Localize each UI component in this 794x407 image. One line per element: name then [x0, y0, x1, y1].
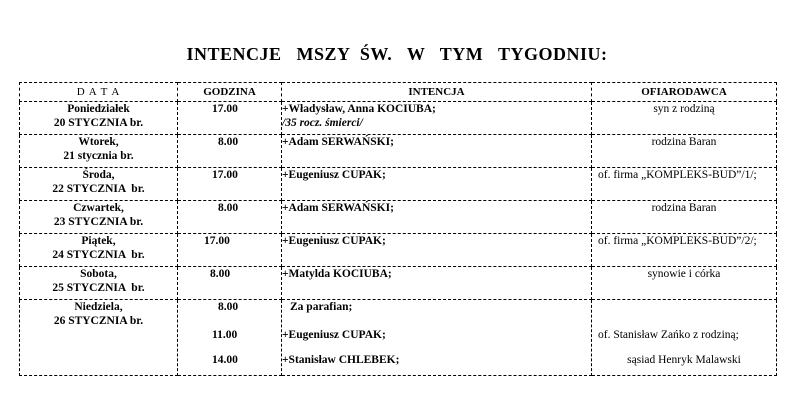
intention-cell — [282, 267, 592, 300]
donor: syn z rodziną — [653, 103, 715, 115]
table-row — [20, 135, 777, 168]
day-date: 22 STYCZNIA br. — [52, 183, 145, 195]
intention: +Eugeniusz CUPAK; — [282, 329, 386, 341]
day-cell — [20, 168, 178, 201]
hour: 14.00 — [212, 354, 238, 366]
donor-cell — [592, 300, 777, 376]
intention-cell — [282, 300, 592, 376]
hour-cell — [178, 102, 282, 135]
page-title: INTENCJE MSZY ŚW. W TYM TYGODNIU: — [186, 44, 608, 64]
intention: +Adam SERWAŃSKI; — [282, 202, 394, 214]
intention-cell — [282, 201, 592, 234]
hour-cell — [178, 201, 282, 234]
day-cell — [20, 267, 178, 300]
table-row — [20, 300, 777, 376]
day-name: Sobota, — [80, 268, 117, 280]
day-cell — [20, 234, 178, 267]
intention: +Stanisław CHLEBEK; — [282, 354, 400, 366]
hour-cell — [178, 135, 282, 168]
day-cell — [20, 135, 178, 168]
donor-cell — [592, 135, 777, 168]
header-intention: INTENCJA — [282, 83, 592, 102]
intention: +Władysław, Anna KOCIUBA; — [282, 103, 436, 115]
intention: Za parafian; — [290, 301, 353, 313]
day-name: Niedziela, — [74, 301, 123, 313]
table-row — [20, 201, 777, 234]
intention: +Eugeniusz CUPAK; — [282, 169, 386, 181]
donor: rodzina Baran — [651, 202, 717, 214]
table-row — [20, 168, 777, 201]
donor: rodzina Baran — [651, 136, 717, 148]
hour: 8.00 — [210, 268, 231, 280]
intention-cell — [282, 102, 592, 135]
donor-cell — [592, 102, 777, 135]
header-date: D A T A — [20, 83, 178, 102]
donor-cell — [592, 267, 777, 300]
hour-cell — [178, 300, 282, 376]
day-date: 21 stycznia br. — [63, 150, 134, 162]
hour: 8.00 — [218, 202, 239, 214]
table-row — [20, 102, 777, 135]
day-name: Piątek, — [81, 235, 116, 247]
hour: 11.00 — [212, 329, 238, 341]
hour-cell — [178, 267, 282, 300]
day-cell — [20, 201, 178, 234]
mass-intentions-table — [19, 82, 777, 376]
hour: 17.00 — [212, 103, 238, 115]
day-date: 26 STYCZNIA br. — [53, 315, 144, 327]
donor: of. firma „KOMPLEKS-BUD”/1/; — [598, 169, 757, 181]
donor: of. firma „KOMPLEKS-BUD”/2/; — [598, 235, 757, 247]
hour-cell — [178, 168, 282, 201]
intention: +Adam SERWAŃSKI; — [282, 136, 394, 148]
hour: 17.00 — [212, 169, 238, 181]
donor-cell — [592, 168, 777, 201]
intention: +Matylda KOCIUBA; — [282, 268, 392, 280]
header-donor: OFIARODAWCA — [592, 83, 777, 102]
day-name: Wtorek, — [78, 136, 119, 148]
donor: sąsiad Henryk Malawski — [627, 354, 741, 366]
donor: synowie i córka — [647, 268, 721, 280]
day-date: 24 STYCZNIA br. — [52, 249, 145, 261]
intention-cell — [282, 168, 592, 201]
hour: 8.00 — [218, 136, 239, 148]
table-row — [20, 234, 777, 267]
header-hour: GODZINA — [178, 83, 282, 102]
intention: +Eugeniusz CUPAK; — [282, 235, 386, 247]
donor-cell — [592, 234, 777, 267]
day-date: 20 STYCZNIA br. — [53, 117, 144, 129]
table-row — [20, 267, 777, 300]
day-date: 25 STYCZNIA br. — [52, 282, 145, 294]
day-name: Czwartek, — [73, 202, 124, 214]
day-cell — [20, 300, 178, 376]
hour-cell — [178, 234, 282, 267]
day-cell — [20, 102, 178, 135]
donor — [592, 300, 776, 328]
day-date: 23 STYCZNIA br. — [53, 216, 144, 228]
intention-cell — [282, 234, 592, 267]
table-header-row — [20, 83, 777, 102]
intention-cell — [282, 135, 592, 168]
donor: of. Stanisław Zańko z rodziną; — [598, 329, 739, 341]
day-name: Poniedziałek — [67, 103, 130, 115]
hour: 17.00 — [204, 235, 230, 247]
hour: 8.00 — [218, 301, 239, 313]
day-name: Środa, — [82, 169, 115, 181]
donor-cell — [592, 201, 777, 234]
intention-note: /35 rocz. śmierci/ — [282, 117, 363, 129]
